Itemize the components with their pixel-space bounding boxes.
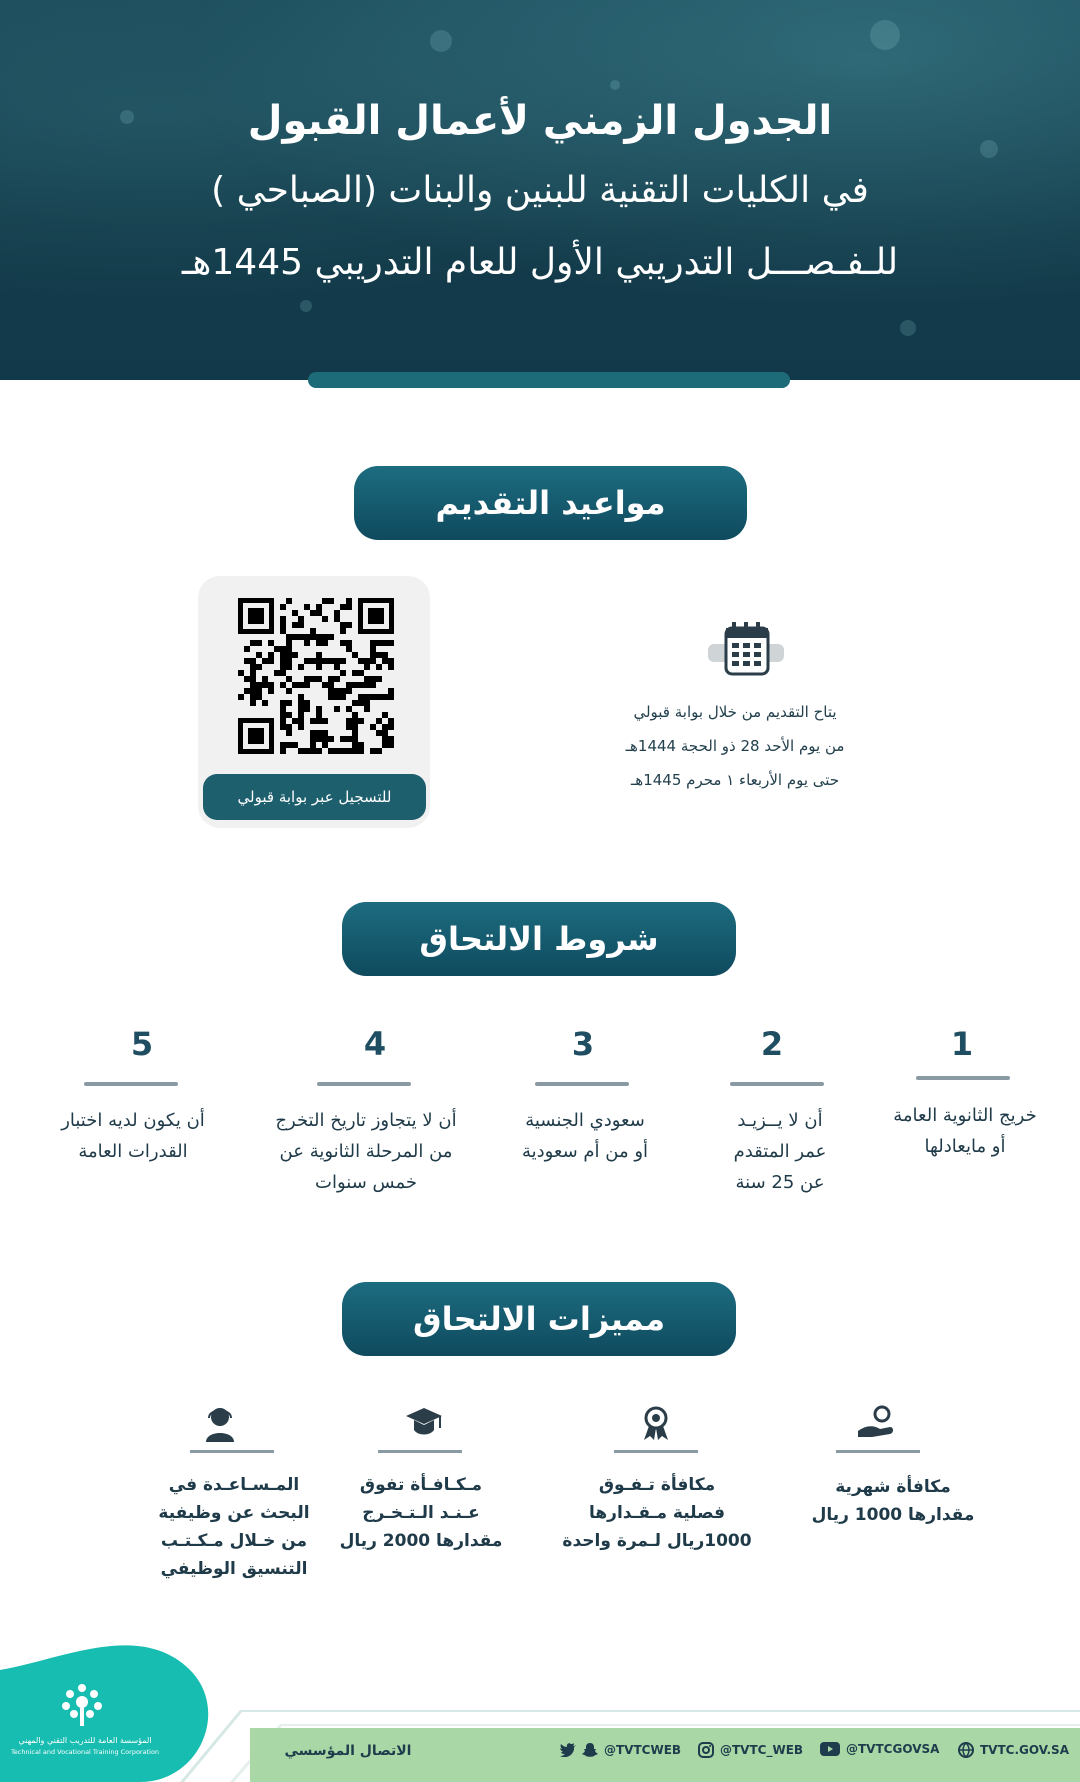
tvtc-logo-icon (58, 1680, 106, 1728)
condition-divider (535, 1082, 629, 1086)
condition-text: سعودي الجنسية أو من أم سعودية (521, 1110, 649, 1162)
youtube-handle: @TVTCGOVSA (846, 1742, 940, 1756)
condition-text: أن لا يــزيـد عمر المتقدم عن 25 سنة (733, 1110, 827, 1193)
award-ribbon-icon (636, 1404, 676, 1442)
footer-logo-panel (0, 1640, 220, 1782)
footer-twitter[interactable] (560, 1742, 681, 1758)
snapchat-icon (582, 1742, 598, 1758)
website-url: TVTC.GOV.SA (980, 1743, 1069, 1757)
condition-divider (730, 1082, 824, 1086)
header-banner (0, 0, 1080, 380)
instagram-icon (698, 1742, 714, 1758)
apply-info-line-1: يتاح التقديم من خلال بوابة قبولي (633, 703, 837, 721)
benefit-text: مكافأة شهرية مقدارها 1000 ريال (811, 1477, 975, 1525)
graduation-cap-icon (404, 1404, 444, 1442)
condition-text: أن لا يتجاوز تاريخ التخرج من المرحلة الثانوية عن خمس سنوات (275, 1110, 457, 1193)
person-headset-icon (200, 1404, 240, 1444)
page-term: للـفـصـــل التدريبي الأول للعام التدريبي 1445هـ (181, 242, 899, 283)
benefit-divider (190, 1450, 274, 1453)
apply-info-line-2: من يوم الأحد 28 ذو الحجة 1444هـ (625, 737, 845, 755)
footer-instagram[interactable] (698, 1742, 803, 1758)
register-qabouli-button[interactable]: للتسجيل عبر بوابة قبولي (203, 774, 426, 820)
benefit-divider (836, 1450, 920, 1453)
condition-divider (84, 1082, 178, 1086)
apply-info-line-3: حتى يوم الأربعاء ١ محرم 1445هـ (630, 771, 840, 789)
calendar-icon (708, 620, 788, 680)
benefit-text: مـكـافـأة تفوق عـنـد الـتـخـرج مقدارها 2000 ريال (339, 1475, 503, 1551)
youtube-icon (820, 1742, 840, 1756)
page-title: الجدول الزمني لأعمال القبول (247, 98, 833, 144)
condition-text: أن يكون لديه اختبار القدرات العامة (61, 1110, 205, 1162)
condition-number: 3 (571, 1025, 595, 1063)
hand-coin-icon (856, 1405, 896, 1441)
condition-number: 2 (760, 1025, 784, 1063)
qr-code-icon[interactable] (238, 598, 394, 754)
benefit-divider (378, 1450, 462, 1453)
twitter-icon (560, 1743, 576, 1757)
condition-divider (916, 1076, 1010, 1080)
twitter-handle: @TVTCWEB (604, 1743, 682, 1757)
condition-number: 4 (363, 1025, 387, 1063)
footer-contact-label: الاتصال المؤسسي (284, 1743, 412, 1759)
benefits-section-title: مميزات الالتحاق (342, 1282, 736, 1356)
benefit-text: مكافأة تـفـوق فصلية مـقـدارها 1000ريال لـمرة واحدة (562, 1475, 752, 1551)
page-subtitle: في الكليات التقنية للبنين والبنات (الصباحي ) (211, 170, 869, 211)
header-divider-bar (308, 372, 790, 388)
footer-website[interactable] (958, 1742, 1069, 1758)
condition-number: 5 (130, 1025, 154, 1063)
footer-youtube[interactable] (820, 1742, 939, 1756)
footer-org-name-en: Technical and Vocational Training Corporation (10, 1748, 160, 1756)
footer-org-name-ar: المؤسسة العامة للتدريب التقني والمهني (18, 1736, 152, 1745)
condition-text: خريج الثانوية العامة أو مايعادلها (893, 1105, 1037, 1157)
apply-section-title: مواعيد التقديم (354, 466, 747, 540)
benefit-divider (614, 1450, 698, 1453)
condition-divider (317, 1082, 411, 1086)
conditions-section-title: شروط الالتحاق (342, 902, 736, 976)
condition-number: 1 (950, 1025, 974, 1063)
instagram-handle: @TVTC_WEB (720, 1743, 804, 1757)
benefit-text: المـسـاعـدة في البحث عن وظيفية من خـلال مـكـتـب التنسيق الوظيفي (158, 1475, 310, 1579)
globe-icon (958, 1742, 974, 1758)
